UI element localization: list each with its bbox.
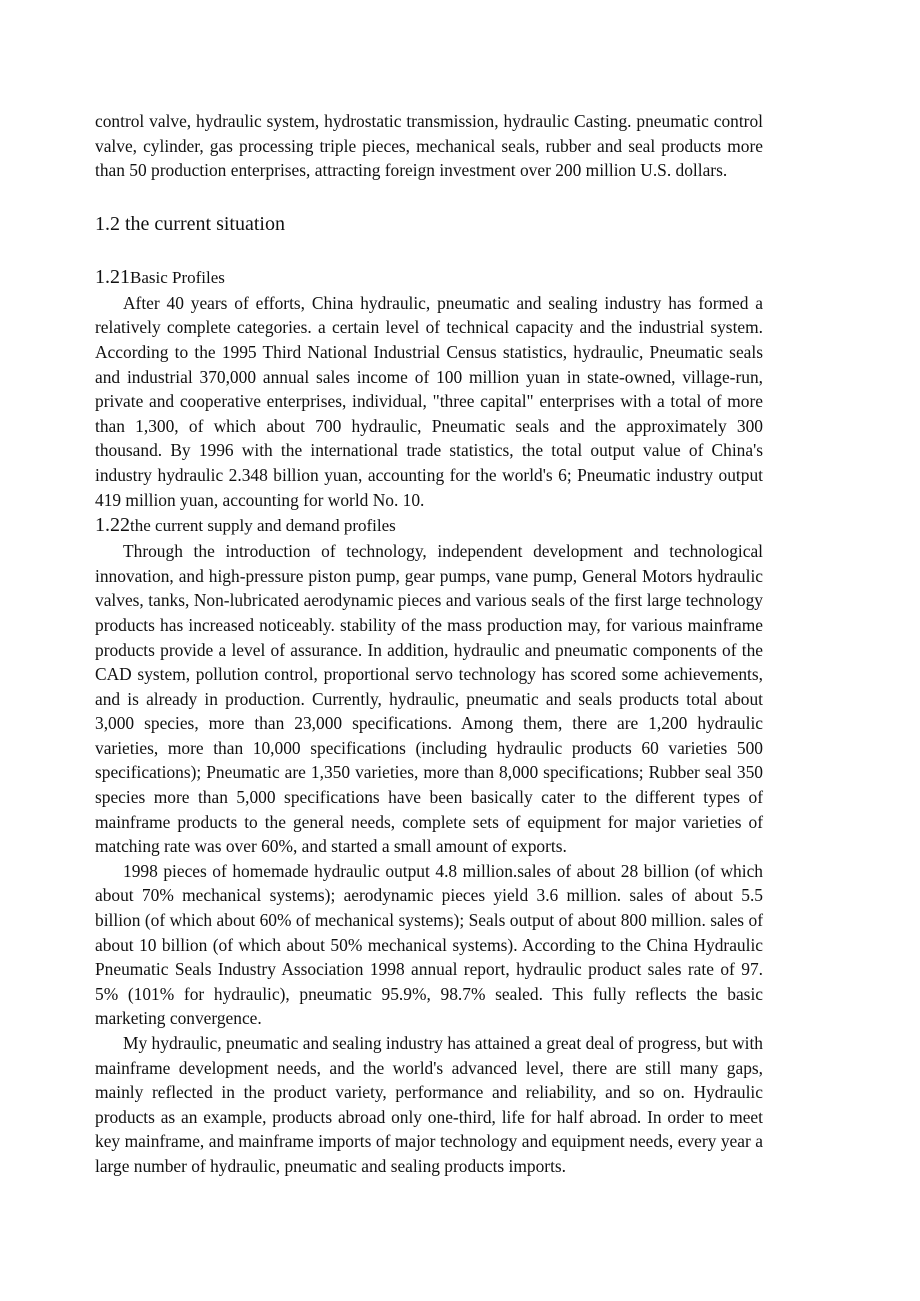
subsection-heading-supply-demand	[95, 512, 763, 539]
document-page	[95, 109, 763, 1179]
intro-paragraph: control valve, hydraulic system, hydrostatic transmission, hydraulic Casting. pneumatic control valve, cylinder, gas processing triple pieces, mechanical seals, rubber and seal products more than 50 production enterprises, attracting foreign investment over 200 million U.S. dollars.	[95, 111, 763, 181]
supply-demand-paragraph-3: My hydraulic, pneumatic and sealing industry has attained a great deal of progress, but with mainframe development needs, and the world's advanced level, there are still many gaps, mainly reflected in the product variety, performance and reliability, and so on. Hydraulic products as an example, products abroad only one-third, life for half abroad. In order to meet key mainframe, and mainframe imports of major technology and equipment needs, every year a large number of hydraulic, pneumatic and sealing products imports.	[95, 1033, 763, 1176]
supply-demand-paragraph-1: Through the introduction of technology, independent development and technological innovation, and high-pressure piston pump, gear pumps, vane pump, General Motors hydraulic valves, tanks, Non-lubricated aerodynamic pieces and various seals of the first large technology products has increased noticeably. stability of the mass production may, for various mainframe products provide a level of assurance. In addition, hydraulic and pneumatic components of the CAD system, pollution control, proportional servo technology has scored some achievements, and is already in production. Currently, hydraulic, pneumatic and seals products total about 3,000 species, more than 23,000 specifications. Among them, there are 1,200 hydraulic varieties, more than 10,000 specifications (including hydraulic products 60 varieties 500 specifications); Pneumatic are 1,350 varieties, more than 8,000 specifications; Rubber seal 350 species more than 5,000 specifications have been basically cater to the different types of mainframe products to the general needs, complete sets of equipment for major varieties of matching rate was over 60%, and started a small amount of exports.	[95, 541, 763, 857]
subsection-title: Basic Profiles	[130, 267, 225, 287]
section-heading: 1.2 the current situation	[95, 212, 285, 235]
supply-demand-paragraph-2: 1998 pieces of homemade hydraulic output 4.8 million.sales of about 28 billion (of which about 70% mechanical systems); aerodynamic pieces yield 3.6 million. sales of about 5.5 billion (of which about 60% of mechanical systems); Seals output of about 800 million. sales of about 10 billion (of which about 50% mechanical systems). According to the China Hydraulic Pneumatic Seals Industry Association 1998 annual report, hydraulic product sales rate of 97. 5% (101% for hydraulic), pneumatic 95.9%, 98.7% sealed. This fully reflects the basic marketing convergence.	[95, 860, 763, 1029]
subsection-title: the current supply and demand profiles	[130, 516, 396, 536]
subsection-number: 1.22	[95, 514, 130, 537]
subsection-heading-basic-profiles	[95, 264, 763, 291]
basic-profiles-paragraph: After 40 years of efforts, China hydraulic, pneumatic and sealing industry has formed a relatively complete categories. a certain level of technical capacity and the industrial system. According to the 1995 Third National Industrial Census statistics, hydraulic, Pneumatic seals and industrial 370,000 annual sales income of 100 million yuan in state-owned, village-run, private and cooperative enterprises, individual, "three capital" enterprises with a total of more than 1,300, of which about 700 hydraulic, Pneumatic seals and the approximately 300 thousand. By 1996 with the international trade statistics, the total output value of China's industry hydraulic 2.348 billion yuan, accounting for the world's 6; Pneumatic industry output 419 million yuan, accounting for world No. 10.	[95, 292, 763, 510]
subsection-number: 1.21	[95, 265, 130, 288]
